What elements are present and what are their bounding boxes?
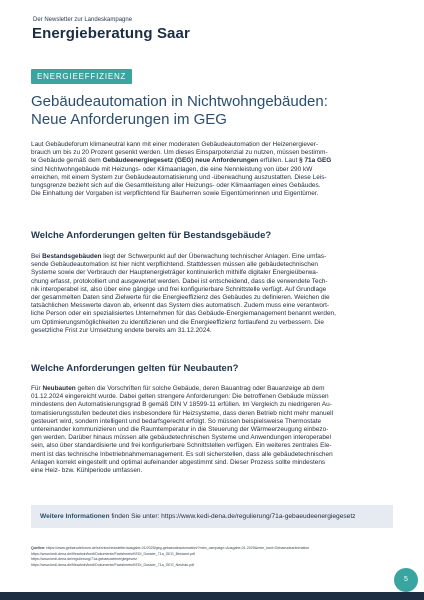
paragraph-reference: § 71a GEG	[299, 157, 332, 165]
source-link[interactable]: https://www.gebaeudeforum.de/service/newsletter/ausgabe-01/2025/geg-gebaeudeautomation/?mtm_campaign=Ausgabe-01-2025&mtm_kwd=Gebaeudeautomation	[45, 546, 310, 550]
category-tag: ENERGIEEFFIZIENZ	[31, 69, 132, 84]
sources-list	[31, 546, 395, 568]
body-line: chung erfasst, protokolliert und ausgewertet werden. Dabei ist entscheidend, dass die verwendete Tech-	[31, 277, 328, 285]
article-title	[31, 93, 401, 129]
body-line: ment ist das technische Inbetriebnahmemanagement. Es soll sicherstellen, dass alle gebäudetechnischen	[31, 450, 333, 458]
body-line: sein, also über standardisierte und frei konfigurierbare Schnittstellen verfügen. Ein weiteres zentrales Ele-	[31, 442, 332, 450]
source-link[interactable]: https://www.kedi-dena.de/fileadmin/kedi/Dokumente/Factsheets/KEDI_Dossier_71a_GEG_Bestand.pdf	[31, 551, 195, 556]
body-text: liegt der Schwerpunkt auf der Überwachung technischer Anlagen. Eine umfas-	[101, 253, 327, 260]
body-line: eine Heiz- bzw. Kühlperiode umfassen.	[31, 467, 143, 475]
intro-line: erreichen, mit einem System zur Gebäudeautomatisierung und -überwachung auszustatten. Diese Leis-	[31, 173, 327, 181]
body-line: nik interoperabel ist, also über eine gängige und frei konfigurierbare Schnittstelle verfügt. Auf Grundlage	[31, 285, 327, 293]
body-line: gesteuert wird, sondern intelligent und bedarfsgerecht erfolgt. So müssen beispielsweise Thermostate	[31, 417, 322, 425]
body-line: untereinander kommunizieren und die Raumtemperatur in die Steuerung der Wärmeerzeugung einbezo-	[31, 426, 329, 434]
more-info-label: Weitere Informationen	[40, 513, 110, 520]
article-title-line-2: Neue Anforderungen im GEG	[31, 111, 227, 128]
body-line: sende Gebäudeautomation ist hier nicht verpflichtend. Stattdessen müssen alle gebäudetechnischen	[31, 261, 319, 269]
body-line: mindestens den Automatisierungsgrad B gemäß DIN V 18599-11 erfüllen. Im Vergleich zu niedrigeren Au-	[31, 401, 332, 409]
body-line: 01.12.2024 eingereicht wurde. Dabei gelten strengere Anforderungen: Die betroffenen Gebäude müssen	[31, 393, 329, 401]
page-number: 5	[394, 568, 418, 592]
article-title-line-1: Gebäudeautomation in Nichtwohngebäuden:	[31, 93, 328, 110]
intro-text: erfüllen. Laut	[258, 157, 300, 165]
intro-paragraph	[31, 141, 395, 198]
keyword-emphasis: Neubauten	[42, 385, 76, 392]
body-line	[31, 253, 395, 261]
body-text: gelten die Vorschriften für solche Gebäude, deren Bauantrag oder Bauanzeige ab dem	[75, 385, 325, 392]
newsletter-kicker: Der Newsletter zur Landeskampagne	[33, 17, 133, 23]
section-heading-new-buildings: Welche Anforderungen gelten für Neubauten?	[31, 363, 239, 374]
sources-label: Quellen:	[31, 546, 46, 550]
body-line: gen werden. Darüber hinaus müssen alle gebäudetechnischen Systeme und Anwendungen interoperabel	[31, 434, 331, 442]
body-line: liche Person oder ein spezialisiertes Unternehmen für das Gebäude-Energiemanagement benannt werden,	[31, 310, 336, 318]
body-line	[31, 385, 395, 393]
body-line: der gesammelten Daten sind Zielwerte für die Energieeffizienz des Gebäudes zu definieren. Weichen die	[31, 294, 330, 302]
intro-line: tungsgrenze bezieht sich auf die Gesamtleistung aller Heizungs- oder Klimaanlagen eines Gebäudes.	[31, 182, 321, 190]
more-info-box	[31, 505, 393, 528]
intro-line	[31, 157, 395, 165]
body-line: um Optimierungsmöglichkeiten zu identifizieren und die Energieeffizienz fortlaufend zu verbessern. Die	[31, 318, 324, 326]
intro-line: brauch um bis zu 20 Prozent gesenkt werden. Um dieses Einsparpotenzial zu nutzen, müssen bestimm-	[31, 149, 328, 157]
intro-line: Die Einhaltung der Vorgaben ist verpflichtend für Bauherren sowie Eigentümerinnen und Eigentümer.	[31, 190, 319, 198]
source-link[interactable]: https://www.kedi-dena.de/fileadmin/kedi/Dokumente/Factsheets/KEDI_Dossier_71a_GEG_Neubau.pdf	[31, 562, 195, 567]
body-line: Systeme sowie der Verbrauch der Hauptenergieträger kontinuierlich mithilfe digitaler Energieüberwa-	[31, 269, 318, 277]
existing-buildings-paragraph	[31, 253, 395, 335]
keyword-emphasis: Bestandsgebäuden	[42, 253, 102, 260]
section-heading-existing-buildings: Welche Anforderungen gelten für Bestandsgebäude?	[31, 230, 272, 241]
body-line: tomatisierungsstufen bedeutet dies insbesondere für Heizsysteme, dass deren Betrieb nicht mehr manuell	[31, 409, 334, 417]
more-info-link[interactable]: finden Sie unter: https://www.kedi-dena.de/regulierung/71a-gebaeudeenergiegesetz	[109, 513, 356, 520]
intro-text: te Gebäude gemäß dem	[31, 157, 103, 165]
geg-emphasis: Gebäudeenergiegesetz (GEG) neue Anforderungen	[102, 157, 259, 165]
footer-bar	[0, 592, 424, 600]
intro-line: Laut Gebäudeforum klimaneutral kann mit einer moderaten Gebäudeautomation der Heizenergiever-	[31, 141, 318, 148]
new-buildings-paragraph	[31, 385, 395, 475]
body-line: gesetzliche Frist zur Umsetzung endete bereits am 31.12.2024.	[31, 326, 212, 334]
body-line: Anlagen korrekt eingestellt und optimal aufeinander abgestimmt sind. Dieser Prozess sollte mindestens	[31, 458, 326, 466]
intro-line: sind Nichtwohngebäude mit Heizungs- oder Klimaanlagen, die eine Nennleistung von über 290 kW	[31, 165, 313, 173]
body-text: Bei	[31, 253, 43, 260]
body-line: tatsächlichen Messwerte davon ab, erkennt das System dies automatisch. Zudem muss eine verantwort-	[31, 302, 330, 310]
source-link[interactable]: https://www.kedi-dena.de/regulierung/71a-gebaeudeenergiegesetz	[31, 557, 137, 562]
brand-title: Energieberatung Saar	[32, 25, 190, 42]
body-text: Für	[31, 385, 43, 392]
